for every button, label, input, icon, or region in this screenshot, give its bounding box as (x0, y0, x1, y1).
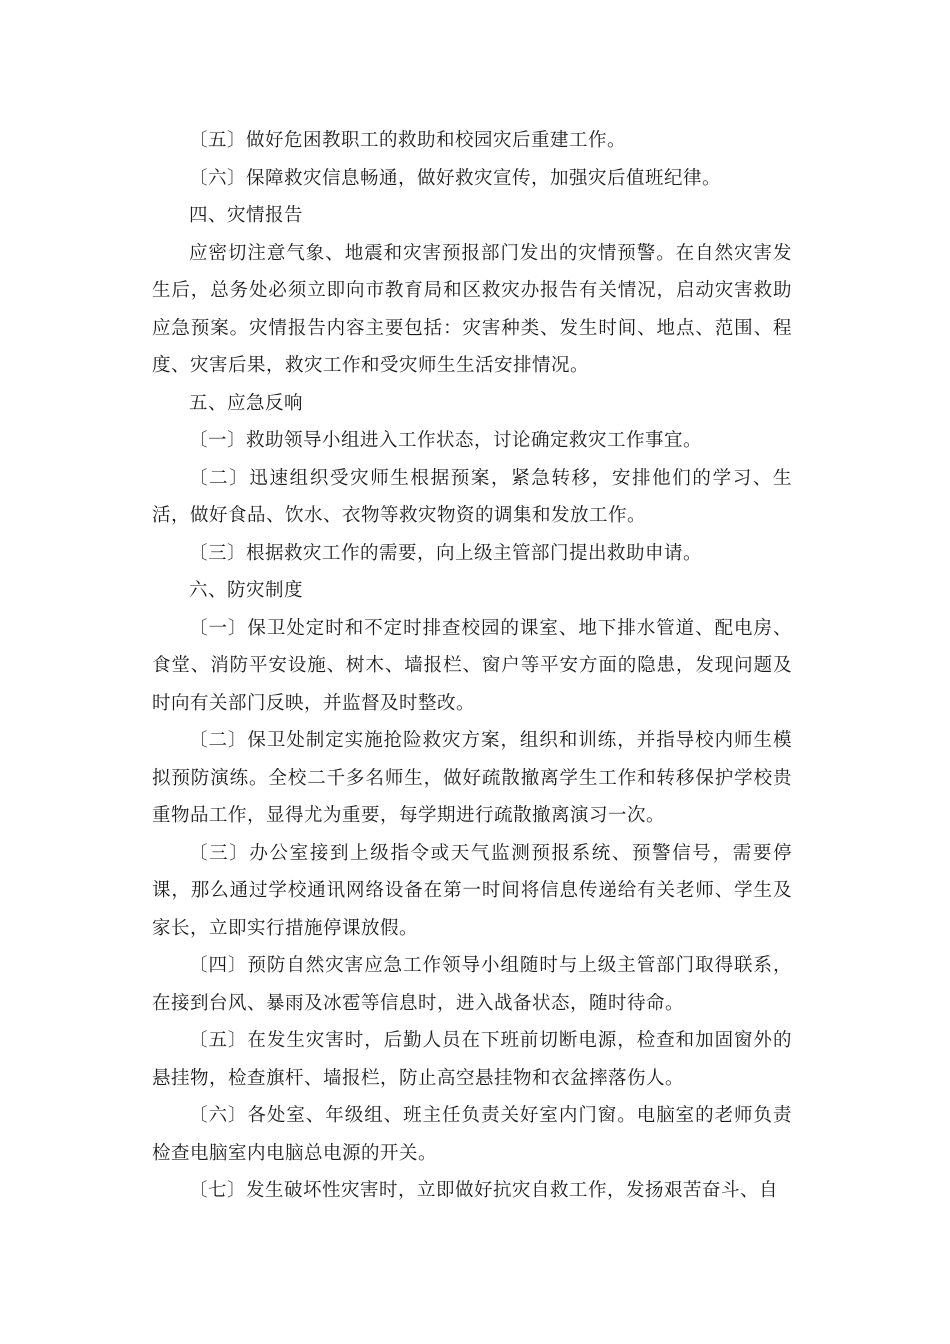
paragraph-prevention-2: 〔二〕保卫处制定实施抢险救灾方案，组织和训练，并指导校内师生模拟预防演练。全校二千多名师生，做好疏散撤离学生工作和转移保护学校贵重物品工作，显得尤为重要，每学期进行疏散撤离演习一次。 (152, 730, 792, 826)
paragraph-prevention-5: 〔五〕在发生灾害时，后勤人员在下班前切断电源，检查和加固窗外的悬挂物，检查旗杆、墙报栏，防止高空悬挂物和衣盆摔落伤人。 (152, 1030, 792, 1089)
paragraph-prevention-7: 〔七〕发生破坏性灾害时，立即做好抗灾自救工作，发扬艰苦奋斗、自 (189, 1180, 779, 1201)
paragraph-item-5-rebuild: 〔五〕做好危困教职工的救助和校园灾后重建工作。 (189, 130, 627, 151)
paragraph-response-3: 〔三〕根据救灾工作的需要，向上级主管部门提出救助申请。 (189, 542, 703, 564)
section-heading-disaster-report: 四、灾情报告 (189, 205, 304, 226)
paragraph-prevention-6: 〔六〕各处室、年级组、班主任负责关好室内门窗。电脑室的老师负责检查电脑室内电脑总电源的开关。 (152, 1105, 792, 1164)
paragraph-disaster-report: 应密切注意气象、地震和灾害预报部门发出的灾情预警。在自然灾害发生后，总务处必须立即向市教育局和区救灾办报告有关情况，启动灾害救助应急预案。灾情报告内容主要包括：灾害种类、发生时间、地点、范围、程度、灾害后果，救灾工作和受灾师生生活安排情况。 (152, 242, 792, 376)
section-heading-emergency-response: 五、应急反响 (189, 392, 304, 414)
paragraph-item-6-info: 〔六〕保障救灾信息畅通，做好救灾宣传，加强灾后值班纪律。 (189, 167, 722, 189)
paragraph-response-1: 〔一〕救助领导小组进入工作状态，讨论确定救灾工作事宜。 (189, 430, 703, 451)
paragraph-prevention-1: 〔一〕保卫处定时和不定时排查校园的课室、地下排水管道、配电房、食堂、消防平安设施、树木、墙报栏、窗户等平安方面的隐患，发现问题及时向有关部门反映，并监督及时整改。 (152, 617, 792, 714)
section-heading-prevention-system: 六、防灾制度 (189, 580, 304, 601)
document-body (152, 122, 792, 1210)
paragraph-prevention-3: 〔三〕办公室接到上级指令或天气监测预报系统、预警信号，需要停课，那么通过学校通讯网络设备在第一时间将信息传递给有关老师、学生及家长，立即实行措施停课放假。 (152, 842, 792, 939)
paragraph-prevention-4: 〔四〕预防自然灾害应急工作领导小组随时与上级主管部门取得联系，在接到台风、暴雨及冰雹等信息时，进入战备状态，随时待命。 (152, 955, 792, 1014)
paragraph-response-2: 〔二〕迅速组织受灾师生根据预案，紧急转移，安排他们的学习、生活，做好食品、饮水、衣物等救灾物资的调集和发放工作。 (152, 467, 792, 526)
